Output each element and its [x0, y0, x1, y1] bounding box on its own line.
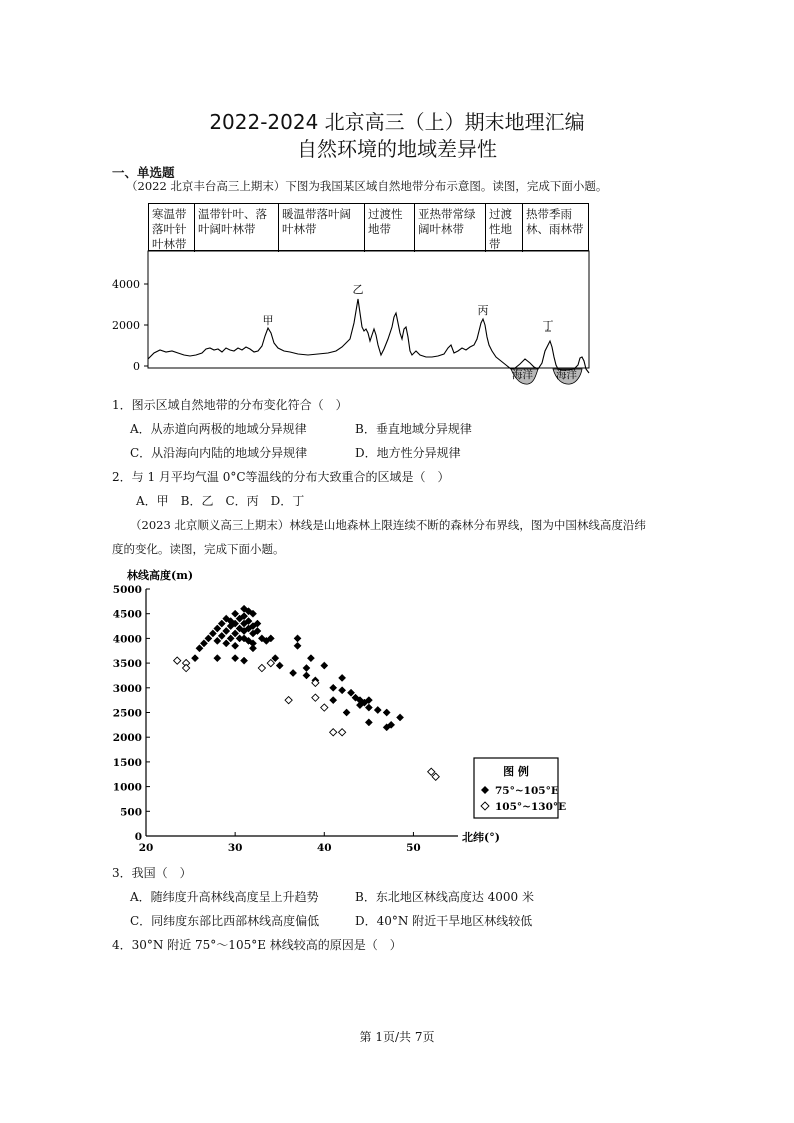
- zone-cell: 暖温带落叶阔叶林带: [279, 204, 365, 252]
- natural-zone-figure: [108, 203, 598, 383]
- x-tick-label: 30: [227, 842, 243, 854]
- peak-label-ding: 丁: [542, 319, 554, 332]
- q4-stem: 4．30°N 附近 75°～105°E 林线较高的原因是（ ）: [112, 938, 402, 952]
- data-point-filled: [374, 706, 381, 713]
- zone-header-row: [148, 203, 589, 251]
- data-point-filled: [232, 630, 239, 637]
- terrain-profile: [108, 251, 598, 383]
- data-point-filled: [272, 655, 279, 662]
- q3-option-a[interactable]: A．随纬度升高林线高度呈上升趋势: [130, 890, 319, 904]
- chart-axes: [113, 584, 458, 854]
- legend-entry: 105°~130°E: [495, 801, 567, 813]
- q12-intro: （2022 北京丰台高三上期末）下图为我国某区域自然地带分布示意图。读图，完成下面小题。: [126, 179, 608, 193]
- data-point-filled: [303, 664, 310, 671]
- x-axis-label: 北纬(°): [462, 831, 500, 844]
- data-point-filled: [365, 719, 372, 726]
- y-tick-label: 2000: [112, 732, 142, 745]
- x-tick-label: 50: [406, 842, 421, 854]
- peak-label-jia: 甲: [262, 314, 274, 327]
- data-point-open: [330, 729, 337, 736]
- data-point-filled: [223, 627, 230, 634]
- peak-label-yi: 乙: [352, 283, 364, 296]
- data-point-filled: [347, 689, 354, 696]
- data-point-filled: [218, 620, 225, 627]
- zone-cell: 热带季雨林、雨林带: [526, 207, 584, 236]
- data-point-filled: [294, 642, 301, 649]
- chart-points: [174, 605, 440, 780]
- terrain-line: [148, 299, 589, 373]
- zone-cell: 过渡性地带: [365, 204, 415, 252]
- y-tick-label: 1000: [112, 781, 142, 794]
- q3-option-b[interactable]: B．东北地区林线高度达 4000 米: [355, 890, 534, 904]
- legend-title: 图 例: [503, 765, 529, 778]
- chart-legend: [474, 758, 566, 818]
- data-point-open: [428, 768, 435, 775]
- data-point-open: [183, 664, 190, 671]
- q3-stem: 3．我国（ ）: [112, 866, 192, 880]
- legend-entry: 75°~105°E: [495, 785, 559, 797]
- y-tick-label: 4000: [112, 633, 142, 646]
- data-point-filled: [289, 669, 296, 676]
- data-point-filled: [214, 625, 221, 632]
- q3-option-d[interactable]: D．40°N 附近干旱地区林线较低: [355, 914, 533, 928]
- data-point-open: [321, 704, 328, 711]
- treeline-scatter-chart: [112, 565, 567, 855]
- data-point-filled: [205, 635, 212, 642]
- q1-option-a[interactable]: A．从赤道向两极的地域分异规律: [130, 422, 307, 436]
- y-tick-label: 500: [120, 806, 142, 819]
- data-point-filled: [303, 672, 310, 679]
- y-tick-label: 5000: [112, 584, 142, 596]
- y-tick-label: 0: [134, 831, 142, 843]
- data-point-filled: [276, 662, 283, 669]
- data-point-filled: [227, 635, 234, 642]
- q34-intro-line1: （2023 北京顺义高三上期末）林线是山地森林上限连续不断的森林分布界线，图为中国林线高度沿纬: [130, 518, 646, 532]
- data-point-open: [267, 660, 274, 667]
- data-point-filled: [249, 645, 256, 652]
- y-tick-label: 2500: [112, 707, 142, 720]
- data-point-filled: [223, 640, 230, 647]
- q1-option-c[interactable]: C．从沿海向内陆的地域分异规律: [130, 446, 308, 460]
- y-tick-label: 4000: [112, 278, 140, 291]
- data-point-open: [339, 729, 346, 736]
- y-tick-label: 2000: [112, 319, 140, 332]
- data-point-filled: [218, 632, 225, 639]
- q34-intro-line2: 度的变化。读图，完成下面小题。: [112, 542, 285, 556]
- data-point-open: [312, 694, 319, 701]
- data-point-filled: [339, 674, 346, 681]
- data-point-filled: [232, 642, 239, 649]
- q1-option-b[interactable]: B．垂直地域分异规律: [355, 422, 472, 436]
- sea-label: 海洋: [512, 369, 533, 381]
- data-point-filled: [196, 645, 203, 652]
- data-point-filled: [209, 630, 216, 637]
- y-tick-label: 3000: [112, 682, 142, 695]
- data-point-filled: [214, 637, 221, 644]
- document-title: 2022-2024 北京高三（上）期末地理汇编: [209, 110, 585, 134]
- x-tick-label: 20: [138, 842, 154, 854]
- y-tick-label: 0: [133, 360, 140, 373]
- data-point-filled: [396, 714, 403, 721]
- data-point-open: [174, 657, 181, 664]
- q2-stem: 2．与 1 月平均气温 0°C等温线的分布大致重合的区域是（ ）: [112, 470, 450, 484]
- y-tick-label: 3500: [112, 658, 142, 671]
- data-point-filled: [330, 684, 337, 691]
- data-point-filled: [343, 709, 350, 716]
- data-point-filled: [365, 704, 372, 711]
- data-point-filled: [232, 610, 239, 617]
- y-axis-label: 林线高度(m): [127, 569, 194, 582]
- q1-stem: 1．图示区域自然地带的分布变化符合（ ）: [112, 398, 348, 412]
- y-tick-label: 1500: [112, 756, 142, 769]
- x-tick-label: 40: [316, 842, 332, 854]
- zone-cell: 过渡性地带: [486, 204, 523, 252]
- data-point-filled: [321, 662, 328, 669]
- data-point-filled: [240, 657, 247, 664]
- zone-cell: 寒温带落叶针叶林带: [149, 204, 195, 252]
- data-point-filled: [383, 709, 390, 716]
- y-tick-label: 4500: [112, 608, 142, 621]
- data-point-open: [285, 697, 292, 704]
- zone-cell: 亚热带常绿阔叶林带: [415, 204, 486, 252]
- data-point-filled: [339, 687, 346, 694]
- data-point-filled: [330, 697, 337, 704]
- data-point-filled: [294, 635, 301, 642]
- page-footer: 第 1页/共 7页: [359, 1030, 435, 1044]
- section-heading: 一、单选题: [112, 165, 175, 180]
- peak-label-bing: 丙: [477, 304, 489, 317]
- data-point-filled: [191, 655, 198, 662]
- q2-options[interactable]: A．甲 B．乙 C．丙 D．丁: [136, 494, 305, 508]
- data-point-filled: [232, 655, 239, 662]
- sea-label: 海洋: [556, 369, 577, 381]
- data-point-open: [258, 664, 265, 671]
- data-point-filled: [307, 655, 314, 662]
- zone-cell: 温带针叶、落叶阔叶林带: [195, 204, 279, 252]
- document-subtitle: 自然环境的地域差异性: [297, 137, 497, 161]
- data-point-open: [432, 773, 439, 780]
- data-point-filled: [200, 640, 207, 647]
- q1-option-d[interactable]: D．地方性分异规律: [355, 446, 461, 460]
- data-point-filled: [214, 655, 221, 662]
- q3-option-c[interactable]: C．同纬度东部比西部林线高度偏低: [130, 914, 320, 928]
